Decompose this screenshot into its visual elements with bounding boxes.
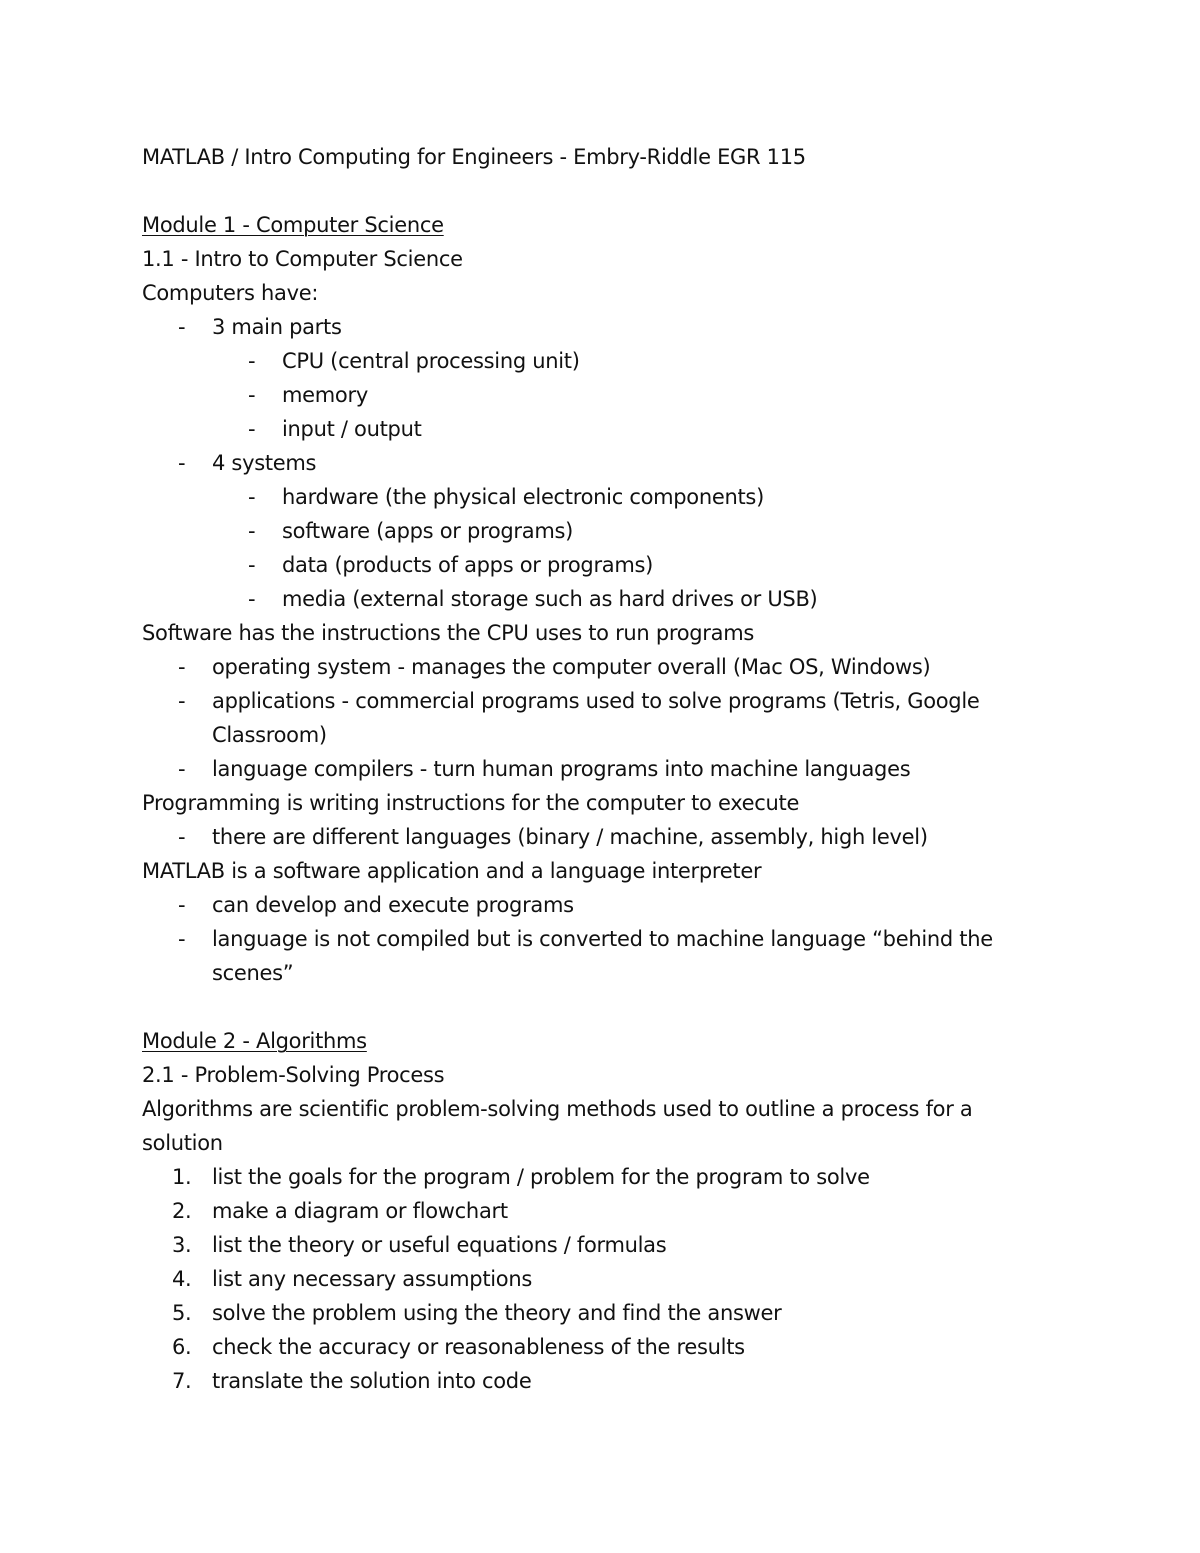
bullet-marker: - bbox=[178, 757, 186, 781]
programming-line: Programming is writing instructions for the computer to execute bbox=[142, 791, 800, 815]
spacer bbox=[142, 990, 1042, 1024]
list-item: - language is not compiled but is converted to machine language “behind the scenes” bbox=[142, 922, 1042, 990]
list-item: - data (products of apps or programs) bbox=[142, 548, 1042, 582]
step-number: 1. bbox=[172, 1165, 192, 1189]
document-body bbox=[142, 140, 1042, 1398]
list-item: - can develop and execute programs bbox=[142, 888, 1042, 922]
numbered-item: 4. list any necessary assumptions bbox=[142, 1262, 1042, 1296]
list-item: - operating system - manages the computer overall (Mac OS, Windows) bbox=[142, 650, 1042, 684]
document-title: MATLAB / Intro Computing for Engineers - Embry-Riddle EGR 115 bbox=[142, 145, 806, 169]
computers-have-label: Computers have: bbox=[142, 281, 319, 305]
spacer bbox=[142, 174, 1042, 208]
bullet-marker: - bbox=[178, 825, 186, 849]
numbered-item: 2. make a diagram or flowchart bbox=[142, 1194, 1042, 1228]
bullet-marker: - bbox=[178, 893, 186, 917]
numbered-item: 3. list the theory or useful equations / formulas bbox=[142, 1228, 1042, 1262]
section-1-1-heading: 1.1 - Intro to Computer Science bbox=[142, 247, 463, 271]
module-2-heading: Module 2 - Algorithms bbox=[142, 1029, 367, 1053]
step-number: 4. bbox=[172, 1267, 192, 1291]
numbered-item: 7. translate the solution into code bbox=[142, 1364, 1042, 1398]
bullet-marker: - bbox=[178, 451, 186, 475]
list-item: - language compilers - turn human programs into machine languages bbox=[142, 752, 1042, 786]
list-item: - applications - commercial programs used to solve programs (Tetris, Google Classroom) bbox=[142, 684, 1042, 752]
software-line: Software has the instructions the CPU uses to run programs bbox=[142, 621, 754, 645]
bullet-marker: - bbox=[178, 927, 186, 951]
list-item: - media (external storage such as hard drives or USB) bbox=[142, 582, 1042, 616]
module-1-heading: Module 1 - Computer Science bbox=[142, 213, 444, 237]
bullet-marker: - bbox=[248, 383, 256, 407]
bullet-marker: - bbox=[248, 349, 256, 373]
step-number: 2. bbox=[172, 1199, 192, 1223]
bullet-marker: - bbox=[178, 689, 186, 713]
algorithms-intro: Algorithms are scientific problem-solving methods used to outline a process for a solution bbox=[142, 1097, 973, 1155]
step-number: 3. bbox=[172, 1233, 192, 1257]
step-number: 7. bbox=[172, 1369, 192, 1393]
list-item: - software (apps or programs) bbox=[142, 514, 1042, 548]
list-item: - there are different languages (binary / machine, assembly, high level) bbox=[142, 820, 1042, 854]
step-number: 5. bbox=[172, 1301, 192, 1325]
bullet-marker: - bbox=[248, 553, 256, 577]
matlab-line: MATLAB is a software application and a language interpreter bbox=[142, 859, 762, 883]
step-number: 6. bbox=[172, 1335, 192, 1359]
list-item: - 4 systems bbox=[142, 446, 1042, 480]
bullet-marker: - bbox=[178, 315, 186, 339]
bullet-marker: - bbox=[248, 485, 256, 509]
bullet-marker: - bbox=[248, 417, 256, 441]
numbered-item: 5. solve the problem using the theory and find the answer bbox=[142, 1296, 1042, 1330]
bullet-marker: - bbox=[178, 655, 186, 679]
section-2-1-heading: 2.1 - Problem-Solving Process bbox=[142, 1063, 445, 1087]
bullet-marker: - bbox=[248, 587, 256, 611]
list-item: - memory bbox=[142, 378, 1042, 412]
list-item: - CPU (central processing unit) bbox=[142, 344, 1042, 378]
list-item: - input / output bbox=[142, 412, 1042, 446]
list-item: - hardware (the physical electronic components) bbox=[142, 480, 1042, 514]
list-item: - 3 main parts bbox=[142, 310, 1042, 344]
numbered-item: 6. check the accuracy or reasonableness of the results bbox=[142, 1330, 1042, 1364]
numbered-item: 1. list the goals for the program / problem for the program to solve bbox=[142, 1160, 1042, 1194]
bullet-marker: - bbox=[248, 519, 256, 543]
